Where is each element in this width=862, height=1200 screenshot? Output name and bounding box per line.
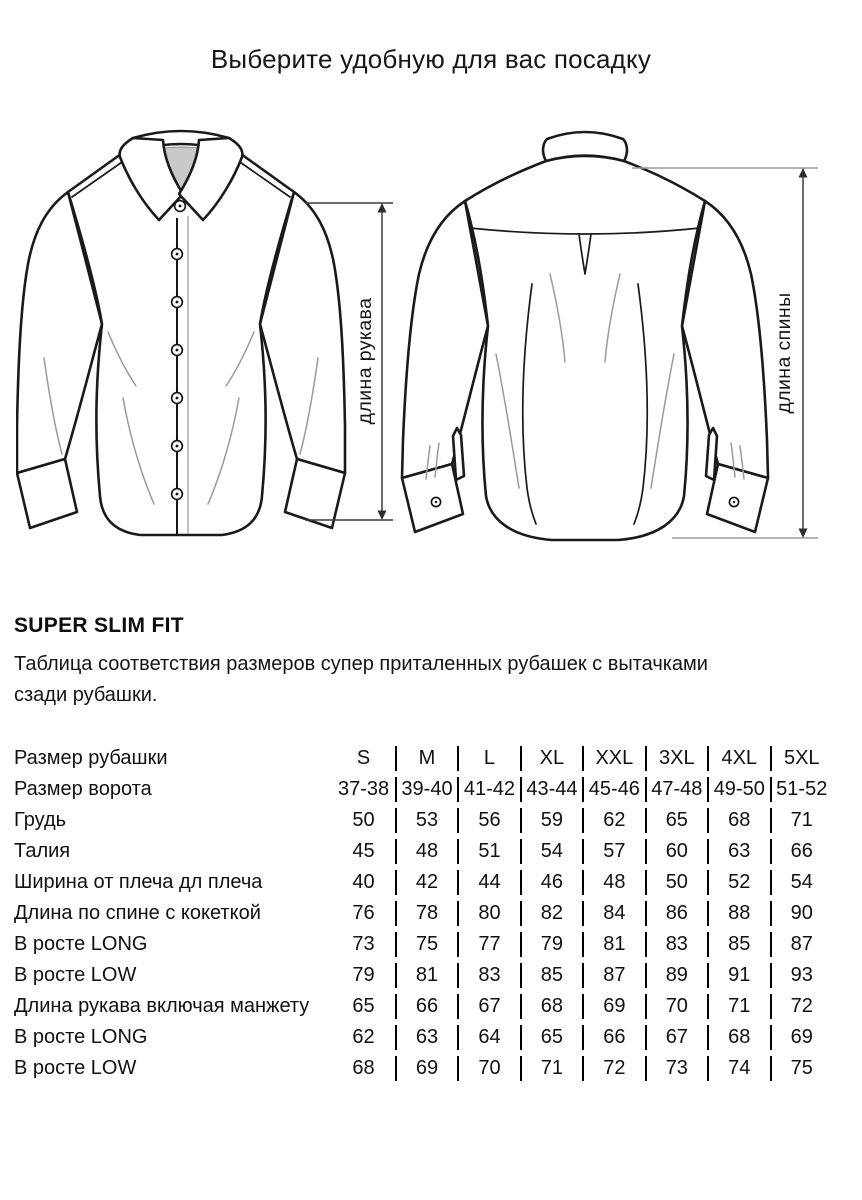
- size-cell: 44: [457, 870, 519, 895]
- size-cell: 5XL: [770, 746, 833, 771]
- size-cell: 41-42: [457, 777, 519, 802]
- size-cell: 72: [582, 1056, 644, 1081]
- size-cell: 39-40: [395, 777, 457, 802]
- shirt-back-drawing: [400, 116, 850, 601]
- size-cell: 71: [770, 808, 833, 833]
- size-cell: 68: [520, 994, 582, 1019]
- size-cell: 57: [582, 839, 644, 864]
- size-cell: 65: [645, 808, 707, 833]
- table-row: [14, 932, 832, 957]
- size-cell: 67: [645, 1025, 707, 1050]
- size-cell: 93: [770, 963, 833, 988]
- table-row: [14, 1056, 832, 1081]
- size-cell: 77: [457, 932, 519, 957]
- size-cell: 80: [457, 901, 519, 926]
- size-cell: 3XL: [645, 746, 707, 771]
- size-cell: 49-50: [707, 777, 769, 802]
- size-cell: 69: [395, 1056, 457, 1081]
- size-cell: 76: [352, 902, 375, 924]
- size-cell: 83: [645, 932, 707, 957]
- size-cell: 52: [707, 870, 769, 895]
- size-cell: 68: [707, 808, 769, 833]
- size-cell: 68: [707, 1025, 769, 1050]
- size-cell: 71: [707, 994, 769, 1019]
- size-cell: 69: [770, 1025, 833, 1050]
- size-cell: 60: [645, 839, 707, 864]
- size-cell: 43-44: [520, 777, 582, 802]
- size-cell: 84: [582, 901, 644, 926]
- size-cell: 79: [520, 932, 582, 957]
- button: [172, 489, 183, 500]
- size-cell: XXL: [582, 746, 644, 771]
- size-cell: 45-46: [582, 777, 644, 802]
- size-cell: 75: [395, 932, 457, 957]
- row-label: Талия: [14, 840, 71, 862]
- size-cell: 45: [352, 840, 375, 862]
- size-cell: 37-38: [337, 778, 390, 800]
- front-right-cuff: [285, 459, 345, 528]
- fit-description-line-2: сзади рубашки.: [14, 684, 158, 706]
- size-cell: 85: [707, 932, 769, 957]
- collar-button: [175, 201, 186, 212]
- size-cell: 66: [582, 1025, 644, 1050]
- size-cell: 70: [645, 994, 707, 1019]
- size-cell: 42: [395, 870, 457, 895]
- size-cell: 83: [457, 963, 519, 988]
- size-table: [14, 740, 832, 1087]
- size-cell: 81: [582, 932, 644, 957]
- size-cell: 63: [395, 1025, 457, 1050]
- size-cell: 51: [457, 839, 519, 864]
- size-cell: 48: [395, 839, 457, 864]
- size-cell: 68: [352, 1057, 375, 1079]
- size-cell: 53: [395, 808, 457, 833]
- size-cell: L: [457, 746, 519, 771]
- fit-description-line-1: Таблица соответствия размеров супер приталенных рубашек с вытачками: [14, 653, 708, 675]
- left-cuff-button: [431, 497, 440, 506]
- size-cell: 67: [457, 994, 519, 1019]
- size-cell: 87: [770, 932, 833, 957]
- row-label: В росте LOW: [14, 964, 137, 986]
- size-cell: 75: [770, 1056, 833, 1081]
- table-row: [14, 839, 832, 864]
- size-cell: 48: [582, 870, 644, 895]
- shirt-front-drawing: [16, 116, 396, 601]
- table-row: [14, 963, 832, 988]
- row-label: В росте LONG: [14, 933, 148, 955]
- size-cell: 90: [770, 901, 833, 926]
- size-cell: 69: [582, 994, 644, 1019]
- size-cell: 56: [457, 808, 519, 833]
- size-cell: 86: [645, 901, 707, 926]
- size-cell: 65: [520, 1025, 582, 1050]
- size-cell: 62: [352, 1026, 375, 1048]
- page-title: Выберите удобную для вас посадку: [210, 44, 652, 74]
- table-row: [14, 870, 832, 895]
- size-cell: 46: [520, 870, 582, 895]
- front-left-cuff: [17, 459, 77, 528]
- size-cell: 74: [707, 1056, 769, 1081]
- size-cell: 70: [457, 1056, 519, 1081]
- size-cell: 40: [352, 871, 375, 893]
- row-label: Размер рубашки: [14, 747, 168, 769]
- size-cell: 62: [582, 808, 644, 833]
- size-table-body: [14, 746, 832, 1081]
- size-cell: 71: [520, 1056, 582, 1081]
- size-cell: 54: [770, 870, 833, 895]
- table-row: [14, 1025, 832, 1050]
- size-cell: 59: [520, 808, 582, 833]
- size-cell: 4XL: [707, 746, 769, 771]
- size-cell: 64: [457, 1025, 519, 1050]
- row-label: В росте LONG: [14, 1026, 148, 1048]
- size-cell: XL: [520, 746, 582, 771]
- fit-heading: SUPER SLIM FIT: [14, 614, 184, 637]
- row-label: Ширина от плеча дл плеча: [14, 871, 263, 893]
- back-body: [465, 156, 705, 540]
- size-cell: 91: [707, 963, 769, 988]
- row-label: Размер ворота: [14, 778, 152, 800]
- size-cell: 72: [770, 994, 833, 1019]
- table-row: [14, 746, 832, 771]
- row-label: В росте LOW: [14, 1057, 137, 1079]
- size-cell: 87: [582, 963, 644, 988]
- size-cell: 50: [352, 809, 375, 831]
- size-cell: 81: [395, 963, 457, 988]
- sleeve-length-label: длина рукава: [354, 297, 377, 425]
- size-cell: 50: [645, 870, 707, 895]
- size-cell: 73: [645, 1056, 707, 1081]
- size-cell: 65: [352, 995, 375, 1017]
- table-row: [14, 901, 832, 926]
- row-label: Грудь: [14, 809, 67, 831]
- size-cell: 66: [395, 994, 457, 1019]
- back-collar: [543, 132, 627, 161]
- right-cuff-button: [729, 497, 738, 506]
- left-sleeve-placket: [453, 428, 464, 480]
- size-cell: 79: [352, 964, 375, 986]
- back-length-label: длина спины: [773, 292, 796, 414]
- size-cell: 51-52: [770, 777, 833, 802]
- size-cell: 88: [707, 901, 769, 926]
- fit-description: [14, 649, 834, 711]
- size-cell: 89: [645, 963, 707, 988]
- row-label: Длина рукава включая манжету: [14, 995, 310, 1017]
- table-row: [14, 808, 832, 833]
- size-cell: 66: [770, 839, 833, 864]
- size-cell: M: [395, 746, 457, 771]
- size-cell: 85: [520, 963, 582, 988]
- size-cell: 73: [352, 933, 375, 955]
- size-cell: 54: [520, 839, 582, 864]
- size-cell: S: [356, 747, 371, 769]
- size-cell: 47-48: [645, 777, 707, 802]
- size-cell: 63: [707, 839, 769, 864]
- row-label: Длина по спине с кокеткой: [14, 902, 261, 924]
- size-cell: 78: [395, 901, 457, 926]
- table-row: [14, 777, 832, 802]
- size-cell: 82: [520, 901, 582, 926]
- right-sleeve-placket: [706, 428, 717, 480]
- table-row: [14, 994, 832, 1019]
